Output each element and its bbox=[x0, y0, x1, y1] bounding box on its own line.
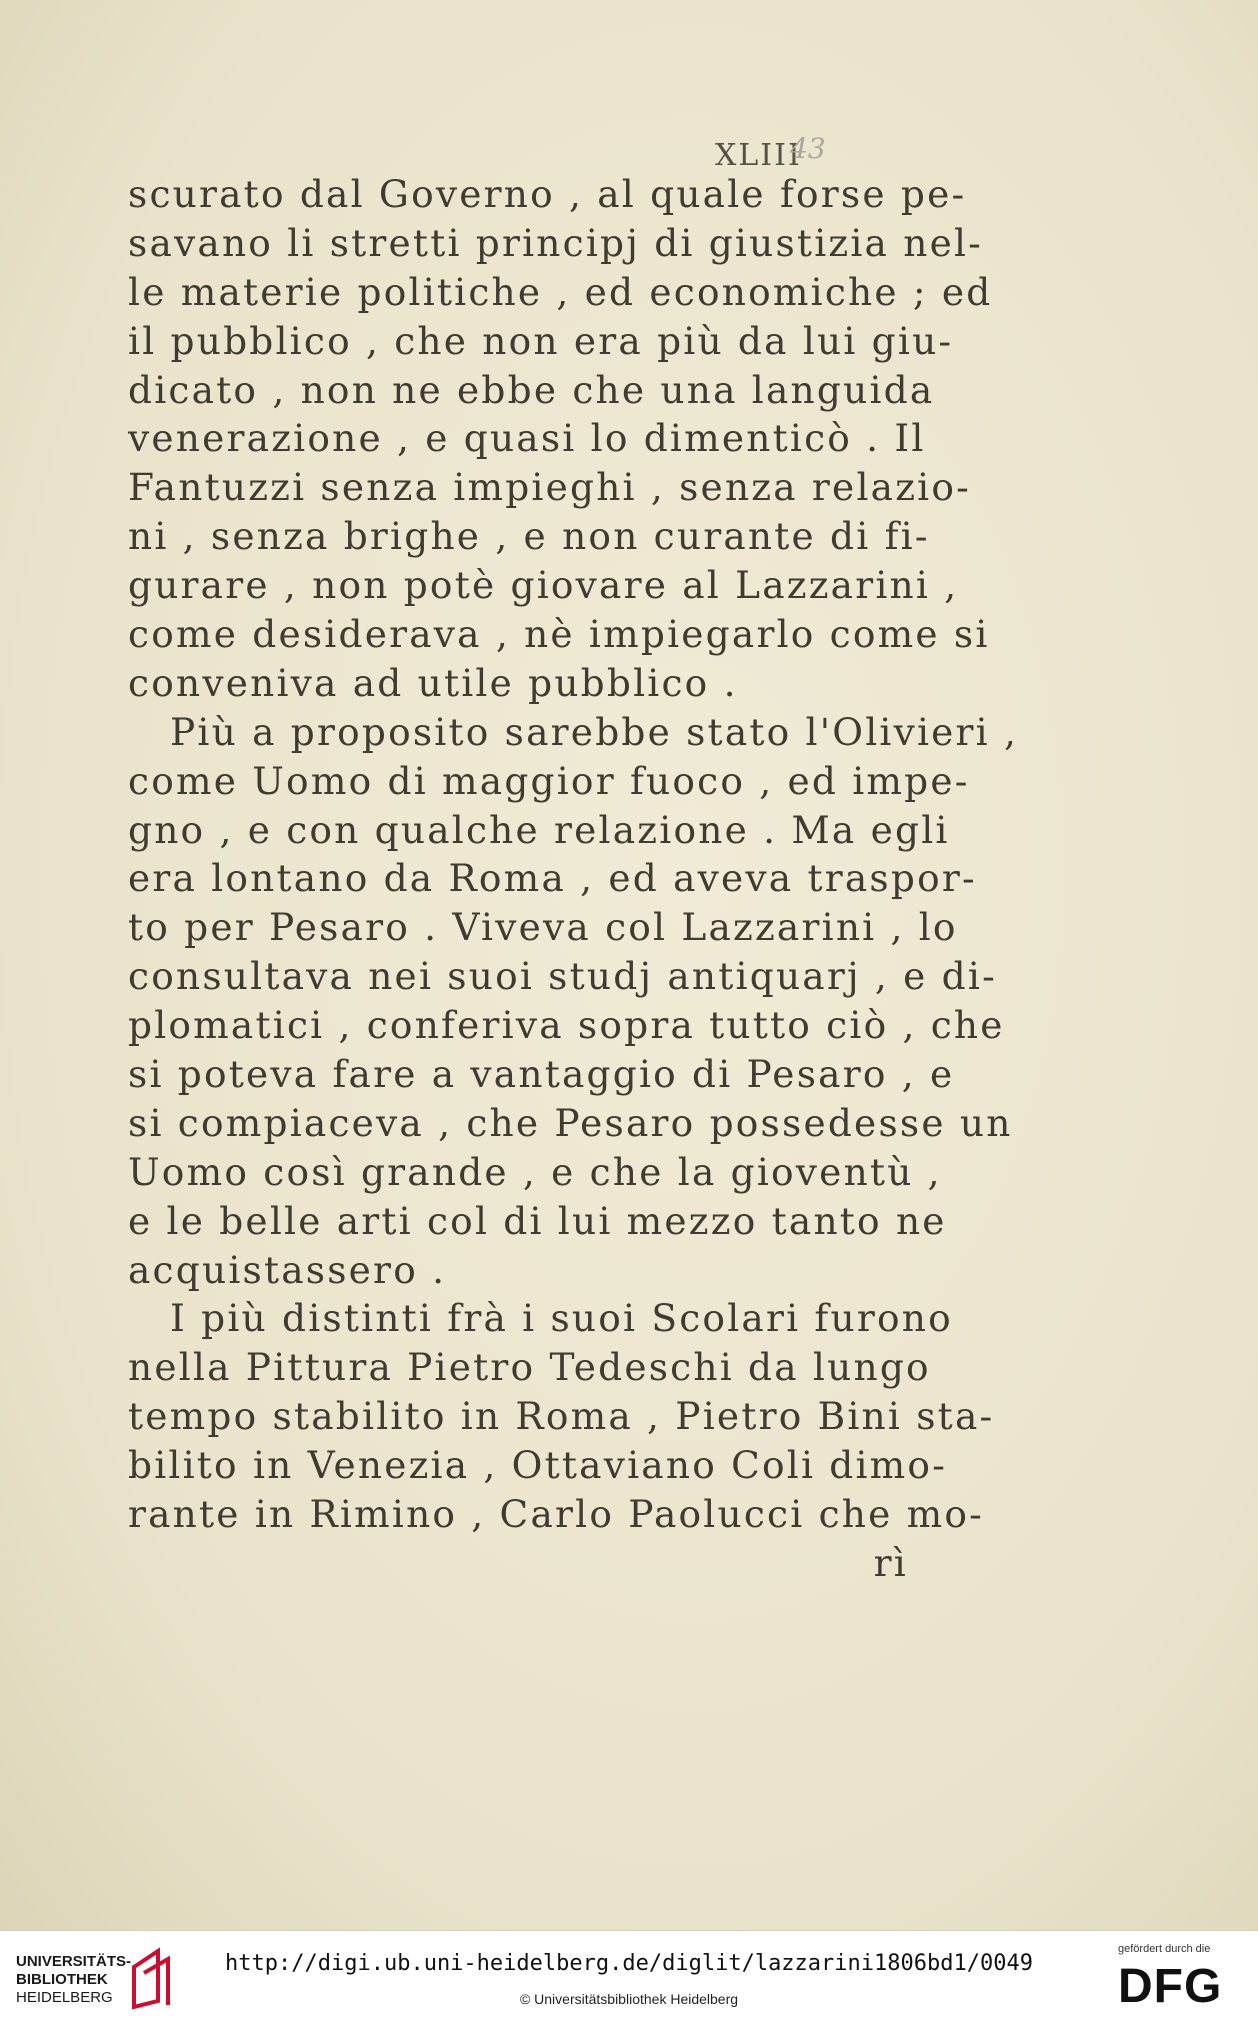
funding-label: gefördert durch die bbox=[1118, 1943, 1211, 1955]
text-line: e le belle arti col di lui mezzo tanto ne bbox=[128, 1198, 947, 1243]
permalink-url[interactable]: http://digi.ub.uni-heidelberg.de/diglit/lazzarini1806bd1/0049 bbox=[225, 1951, 1033, 1976]
library-name-line1: UNIVERSITÄTS- bbox=[16, 1953, 132, 1970]
text-line: dicato , non ne ebbe che una languida bbox=[128, 367, 935, 412]
text-line: acquistassero . bbox=[128, 1247, 447, 1292]
text-line: tempo stabilito in Roma , Pietro Bini sta- bbox=[128, 1394, 995, 1439]
text-line: si compiaceva , che Pesaro possedesse un bbox=[128, 1100, 1013, 1145]
text-line: bilito in Venezia , Ottaviano Coli dimo- bbox=[128, 1443, 948, 1488]
catchword: rì bbox=[873, 1540, 908, 1585]
text-line: scurato dal Governo , al quale forse pe- bbox=[128, 172, 967, 216]
text-line: I più distinti frà i suoi Scolari furono bbox=[170, 1296, 953, 1341]
text-line: il pubblico , che non era più da lui giu- bbox=[128, 318, 954, 363]
text-line: rante in Rimino , Carlo Paolucci che mo- bbox=[128, 1492, 985, 1537]
text-line: gurare , non potè giovare al Lazzarini , bbox=[128, 563, 959, 608]
footer-bar bbox=[0, 1930, 1258, 2025]
text-line: consultava nei suoi studj antiquarj , e di- bbox=[128, 954, 997, 999]
dfg-logo: DFG bbox=[1118, 1960, 1223, 2013]
page-header-roman-numeral: XLIII bbox=[715, 138, 802, 173]
text-line: to per Pesaro . Viveva col Lazzarini , lo bbox=[128, 905, 958, 950]
text-line: ni , senza brighe , e non curante di fi- bbox=[128, 514, 930, 559]
text-line: savano li stretti principj di giustizia nel- bbox=[128, 220, 984, 265]
text-line: Più a proposito sarebbe stato l'Olivieri , bbox=[170, 709, 1019, 754]
copyright-notice: © Universitätsbibliothek Heidelberg bbox=[519, 1991, 739, 2007]
body-text bbox=[128, 170, 1019, 1588]
text-line: le materie politiche , ed economiche ; ed bbox=[128, 269, 993, 314]
text-line: si poteva fare a vantaggio di Pesaro , e bbox=[128, 1052, 955, 1097]
text-line: venerazione , e quasi lo dimenticò . Il bbox=[128, 416, 926, 461]
library-name-line3: HEIDELBERG bbox=[16, 1989, 113, 2006]
pencil-page-number: 43 bbox=[790, 132, 826, 165]
text-line: nella Pittura Pietro Tedeschi da lungo bbox=[128, 1345, 931, 1390]
text-line: era lontano da Roma , ed aveva traspor- bbox=[128, 856, 977, 901]
text-line: conveniva ad utile pubblico . bbox=[128, 660, 738, 705]
text-line: Fantuzzi senza impieghi , senza relazio- bbox=[128, 465, 971, 510]
text-line: come desiderava , nè impiegarlo come si bbox=[128, 612, 990, 657]
text-line: come Uomo di maggior fuoco , ed impe- bbox=[128, 758, 970, 803]
text-line: gno , e con qualche relazione . Ma egli bbox=[128, 807, 950, 852]
text-line: plomatici , conferiva sopra tutto ciò , che bbox=[128, 1003, 1005, 1048]
text-line: Uomo così grande , e che la gioventù , bbox=[128, 1149, 942, 1194]
library-name-line2: BIBLIOTHEK bbox=[16, 1971, 108, 1988]
